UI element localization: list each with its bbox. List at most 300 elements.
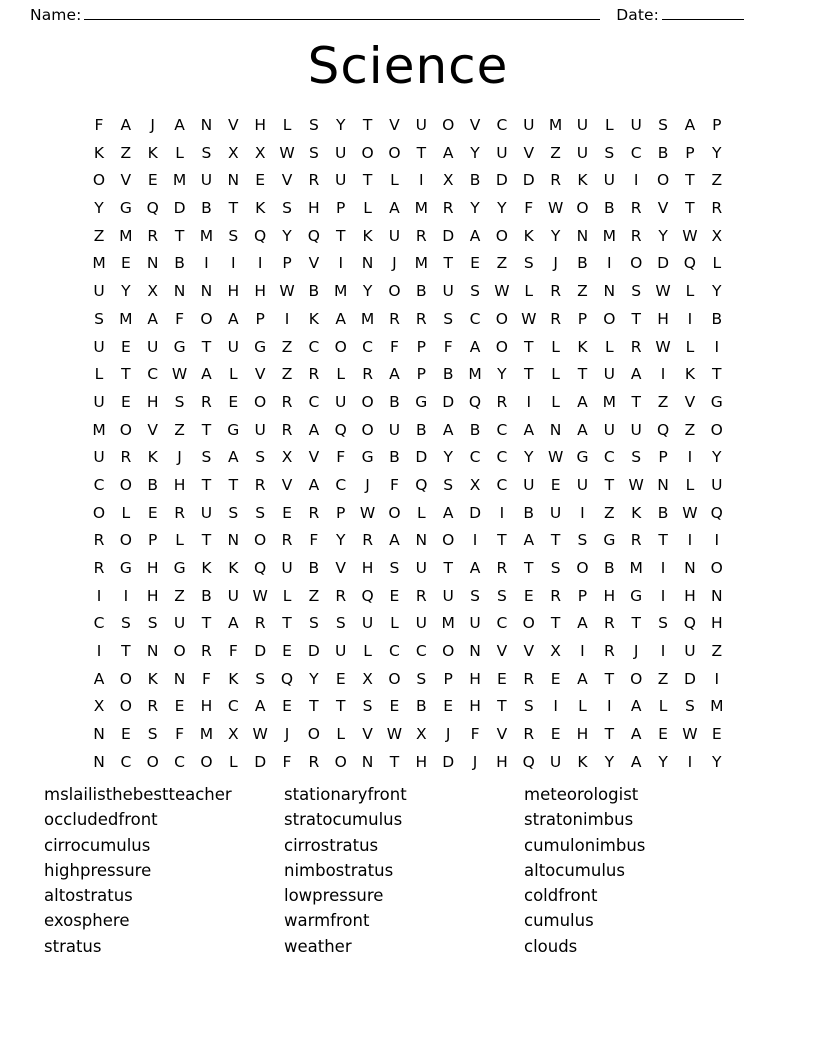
grid-letter[interactable]: O bbox=[119, 531, 132, 550]
grid-letter[interactable]: U bbox=[523, 116, 535, 134]
grid-letter[interactable]: R bbox=[147, 226, 159, 245]
grid-letter[interactable]: U bbox=[603, 420, 615, 439]
grid-letter[interactable]: A bbox=[577, 669, 588, 688]
grid-letter[interactable]: M bbox=[548, 116, 563, 134]
grid-letter[interactable]: T bbox=[685, 199, 695, 218]
grid-letter[interactable]: A bbox=[201, 365, 212, 384]
grid-letter[interactable]: L bbox=[578, 697, 587, 716]
grid-letter[interactable]: Q bbox=[415, 475, 428, 494]
grid-letter[interactable]: S bbox=[631, 282, 642, 301]
grid-letter[interactable]: K bbox=[577, 752, 588, 771]
grid-letter[interactable]: B bbox=[657, 503, 669, 522]
grid-letter[interactable]: M bbox=[334, 282, 348, 301]
grid-letter[interactable]: L bbox=[605, 116, 614, 134]
grid-letter[interactable]: S bbox=[658, 116, 668, 134]
grid-letter[interactable]: I bbox=[257, 254, 263, 273]
grid-letter[interactable]: I bbox=[633, 171, 639, 190]
grid-letter[interactable]: A bbox=[630, 725, 642, 744]
grid-letter[interactable]: F bbox=[228, 642, 238, 661]
grid-letter[interactable]: J bbox=[177, 448, 182, 467]
grid-letter[interactable]: Q bbox=[361, 586, 374, 605]
word-list-item[interactable]: coldfront bbox=[524, 886, 598, 906]
grid-letter[interactable]: H bbox=[415, 752, 428, 771]
grid-letter[interactable]: R bbox=[496, 559, 508, 577]
grid-letter[interactable]: R bbox=[630, 531, 642, 550]
grid-letter[interactable]: A bbox=[389, 199, 400, 218]
grid-letter[interactable]: F bbox=[309, 531, 319, 550]
grid-letter[interactable]: D bbox=[173, 199, 186, 218]
grid-letter[interactable]: R bbox=[201, 392, 212, 411]
grid-letter[interactable]: Y bbox=[712, 448, 722, 467]
grid-letter[interactable]: O bbox=[146, 752, 159, 771]
grid-letter[interactable]: V bbox=[496, 642, 508, 661]
grid-letter[interactable]: U bbox=[576, 143, 589, 162]
grid-letter[interactable]: I bbox=[714, 531, 720, 550]
grid-letter[interactable]: N bbox=[173, 669, 186, 688]
grid-letter[interactable]: S bbox=[389, 559, 400, 577]
grid-letter[interactable]: T bbox=[201, 337, 212, 356]
grid-letter[interactable]: M bbox=[119, 226, 133, 245]
grid-letter[interactable]: R bbox=[93, 559, 105, 577]
grid-letter[interactable]: C bbox=[496, 614, 508, 633]
grid-letter[interactable]: S bbox=[147, 725, 158, 744]
grid-letter[interactable]: B bbox=[415, 697, 427, 716]
grid-letter[interactable]: N bbox=[93, 752, 105, 771]
grid-letter[interactable]: B bbox=[469, 171, 481, 190]
grid-letter[interactable]: T bbox=[201, 420, 212, 439]
grid-letter[interactable]: B bbox=[657, 143, 669, 162]
grid-letter[interactable]: P bbox=[336, 503, 346, 522]
grid-letter[interactable]: V bbox=[362, 725, 373, 744]
grid-letter[interactable]: R bbox=[496, 392, 508, 411]
grid-letter[interactable]: B bbox=[442, 365, 454, 384]
grid-letter[interactable]: L bbox=[551, 392, 560, 411]
grid-letter[interactable]: R bbox=[711, 199, 723, 218]
grid-letter[interactable]: F bbox=[443, 337, 453, 356]
word-list-item[interactable]: occludedfront bbox=[44, 810, 158, 830]
grid-letter[interactable]: C bbox=[308, 337, 320, 356]
grid-letter[interactable]: O bbox=[92, 503, 106, 522]
grid-letter[interactable]: T bbox=[228, 475, 239, 494]
grid-letter[interactable]: B bbox=[415, 282, 427, 301]
grid-letter[interactable]: U bbox=[415, 559, 427, 577]
grid-letter[interactable]: G bbox=[415, 392, 428, 411]
grid-letter[interactable]: Z bbox=[550, 143, 561, 162]
grid-letter[interactable]: H bbox=[469, 697, 481, 716]
grid-letter[interactable]: U bbox=[200, 503, 213, 522]
grid-letter[interactable]: L bbox=[175, 143, 184, 162]
grid-letter[interactable]: G bbox=[119, 559, 132, 577]
grid-letter[interactable]: T bbox=[362, 116, 373, 134]
grid-letter[interactable]: Z bbox=[93, 226, 105, 245]
grid-letter[interactable]: U bbox=[415, 614, 427, 633]
grid-letter[interactable]: L bbox=[551, 365, 560, 384]
grid-letter[interactable]: L bbox=[121, 503, 131, 522]
grid-letter[interactable]: Y bbox=[443, 448, 453, 467]
grid-letter[interactable]: I bbox=[660, 586, 666, 605]
grid-letter[interactable]: X bbox=[469, 475, 481, 494]
grid-letter[interactable]: E bbox=[282, 697, 292, 716]
grid-letter[interactable]: O bbox=[576, 559, 589, 577]
grid-letter[interactable]: L bbox=[363, 199, 372, 218]
grid-letter[interactable]: J bbox=[150, 116, 155, 134]
grid-letter[interactable]: E bbox=[550, 669, 561, 688]
grid-letter[interactable]: W bbox=[279, 282, 295, 301]
grid-letter[interactable]: S bbox=[604, 143, 615, 162]
grid-letter[interactable]: A bbox=[308, 420, 320, 439]
grid-letter[interactable]: O bbox=[630, 669, 643, 688]
grid-letter[interactable]: D bbox=[657, 254, 670, 273]
grid-letter[interactable]: P bbox=[577, 586, 588, 605]
grid-letter[interactable]: T bbox=[497, 697, 507, 716]
grid-letter[interactable]: S bbox=[201, 448, 212, 467]
grid-letter[interactable]: Y bbox=[658, 226, 668, 245]
grid-letter[interactable]: F bbox=[336, 448, 346, 467]
grid-letter[interactable]: J bbox=[392, 254, 397, 273]
grid-letter[interactable]: Q bbox=[254, 559, 267, 577]
grid-letter[interactable]: A bbox=[93, 669, 105, 688]
grid-letter[interactable]: P bbox=[577, 309, 588, 328]
grid-letter[interactable]: H bbox=[361, 559, 374, 577]
grid-letter[interactable]: A bbox=[335, 309, 347, 328]
grid-letter[interactable]: E bbox=[120, 337, 131, 356]
grid-letter[interactable]: N bbox=[710, 586, 723, 605]
grid-letter[interactable]: R bbox=[335, 586, 347, 605]
word-list-item[interactable]: cirrostratus bbox=[284, 835, 379, 855]
grid-letter[interactable]: Q bbox=[254, 226, 267, 245]
grid-letter[interactable]: M bbox=[602, 392, 617, 411]
grid-letter[interactable]: Z bbox=[174, 420, 185, 439]
grid-letter[interactable]: A bbox=[469, 226, 481, 245]
grid-letter[interactable]: D bbox=[495, 171, 508, 190]
grid-letter[interactable]: A bbox=[442, 143, 454, 162]
grid-letter[interactable]: O bbox=[656, 171, 670, 190]
grid-letter[interactable]: S bbox=[147, 614, 158, 633]
word-list-item[interactable]: weather bbox=[284, 936, 352, 956]
grid-letter[interactable]: R bbox=[362, 531, 373, 550]
grid-letter[interactable]: B bbox=[469, 420, 481, 439]
grid-letter[interactable]: Q bbox=[307, 226, 320, 245]
grid-letter[interactable]: G bbox=[119, 199, 132, 218]
grid-letter[interactable]: U bbox=[496, 143, 508, 162]
grid-letter[interactable]: P bbox=[658, 448, 668, 467]
grid-letter[interactable]: O bbox=[119, 420, 132, 439]
grid-letter[interactable]: Q bbox=[683, 614, 696, 633]
grid-letter[interactable]: D bbox=[522, 171, 535, 190]
grid-letter[interactable]: D bbox=[683, 669, 696, 688]
grid-letter[interactable]: A bbox=[523, 420, 535, 439]
grid-letter[interactable]: A bbox=[577, 614, 588, 633]
grid-letter[interactable]: U bbox=[630, 420, 642, 439]
grid-letter[interactable]: Y bbox=[550, 226, 561, 245]
grid-letter[interactable]: Z bbox=[281, 365, 293, 384]
grid-letter[interactable]: Y bbox=[470, 199, 480, 218]
grid-letter[interactable]: Q bbox=[710, 503, 723, 522]
grid-letter[interactable]: L bbox=[175, 531, 184, 550]
grid-letter[interactable]: L bbox=[685, 475, 695, 494]
grid-letter[interactable]: O bbox=[388, 669, 401, 688]
grid-letter[interactable]: C bbox=[603, 448, 615, 467]
grid-letter[interactable]: V bbox=[684, 392, 696, 411]
grid-letter[interactable]: O bbox=[334, 752, 347, 771]
grid-letter[interactable]: W bbox=[547, 448, 564, 467]
grid-letter[interactable]: U bbox=[549, 503, 562, 522]
grid-letter[interactable]: I bbox=[714, 337, 720, 356]
word-list-item[interactable]: stationaryfront bbox=[284, 785, 407, 804]
grid-letter[interactable]: A bbox=[389, 531, 400, 550]
grid-letter[interactable]: A bbox=[254, 697, 266, 716]
grid-letter[interactable]: W bbox=[655, 282, 671, 301]
grid-letter[interactable]: Y bbox=[336, 531, 346, 550]
grid-letter[interactable]: P bbox=[416, 337, 426, 356]
grid-letter[interactable]: L bbox=[390, 614, 399, 633]
grid-letter[interactable]: D bbox=[442, 226, 455, 245]
grid-letter[interactable]: V bbox=[657, 199, 669, 218]
grid-letter[interactable]: S bbox=[255, 503, 266, 522]
grid-letter[interactable]: N bbox=[549, 420, 562, 439]
grid-letter[interactable]: I bbox=[687, 309, 693, 328]
grid-letter[interactable]: O bbox=[254, 531, 267, 550]
grid-letter[interactable]: L bbox=[336, 365, 346, 384]
word-list-item[interactable]: cumulus bbox=[524, 911, 594, 931]
grid-letter[interactable]: U bbox=[549, 752, 562, 771]
grid-letter[interactable]: B bbox=[201, 199, 212, 218]
word-list-item[interactable]: mslailisthebestteacher bbox=[44, 785, 232, 804]
grid-letter[interactable]: T bbox=[524, 365, 534, 384]
grid-letter[interactable]: C bbox=[496, 448, 508, 467]
grid-letter[interactable]: B bbox=[604, 559, 615, 577]
grid-letter[interactable]: A bbox=[577, 392, 588, 411]
grid-letter[interactable]: B bbox=[577, 254, 588, 273]
grid-letter[interactable]: O bbox=[388, 143, 401, 162]
grid-letter[interactable]: B bbox=[523, 503, 535, 522]
grid-letter[interactable]: Z bbox=[577, 282, 588, 301]
grid-letter[interactable]: I bbox=[419, 171, 424, 190]
grid-letter[interactable]: V bbox=[254, 365, 266, 384]
grid-letter[interactable]: O bbox=[200, 309, 213, 328]
grid-letter[interactable]: T bbox=[631, 309, 641, 328]
grid-letter[interactable]: R bbox=[281, 392, 293, 411]
grid-letter[interactable]: S bbox=[631, 448, 642, 467]
grid-letter[interactable]: V bbox=[147, 420, 159, 439]
grid-letter[interactable]: I bbox=[580, 503, 585, 522]
grid-letter[interactable]: J bbox=[445, 725, 451, 744]
word-list-item[interactable]: lowpressure bbox=[284, 886, 384, 906]
grid-letter[interactable]: I bbox=[472, 531, 478, 550]
grid-letter[interactable]: D bbox=[415, 448, 428, 467]
grid-letter[interactable]: R bbox=[415, 586, 427, 605]
grid-letter[interactable]: N bbox=[146, 254, 159, 273]
grid-letter[interactable]: A bbox=[630, 697, 642, 716]
grid-letter[interactable]: N bbox=[603, 282, 616, 301]
grid-letter[interactable]: Q bbox=[522, 752, 535, 771]
grid-letter[interactable]: T bbox=[577, 365, 588, 384]
grid-letter[interactable]: X bbox=[281, 448, 293, 467]
grid-letter[interactable]: D bbox=[307, 642, 320, 661]
grid-letter[interactable]: H bbox=[657, 309, 669, 328]
grid-letter[interactable]: X bbox=[227, 143, 239, 162]
grid-letter[interactable]: N bbox=[361, 752, 374, 771]
grid-letter[interactable]: S bbox=[523, 254, 534, 273]
grid-letter[interactable]: S bbox=[470, 586, 480, 605]
grid-letter[interactable]: S bbox=[228, 226, 239, 245]
grid-letter[interactable]: Y bbox=[470, 143, 480, 162]
grid-letter[interactable]: T bbox=[685, 171, 695, 190]
grid-letter[interactable]: C bbox=[469, 448, 481, 467]
grid-letter[interactable]: E bbox=[443, 697, 454, 716]
grid-letter[interactable]: N bbox=[415, 531, 428, 550]
grid-letter[interactable]: C bbox=[496, 475, 508, 494]
grid-letter[interactable]: H bbox=[469, 669, 481, 688]
word-list-item[interactable]: highpressure bbox=[44, 860, 152, 880]
grid-letter[interactable]: C bbox=[174, 752, 185, 771]
grid-letter[interactable]: M bbox=[360, 309, 375, 328]
grid-letter[interactable]: T bbox=[416, 143, 427, 162]
grid-letter[interactable]: L bbox=[658, 697, 668, 716]
grid-letter[interactable]: A bbox=[120, 116, 132, 134]
grid-letter[interactable]: T bbox=[389, 752, 400, 771]
grid-letter[interactable]: G bbox=[630, 586, 643, 605]
grid-letter[interactable]: R bbox=[362, 365, 373, 384]
grid-letter[interactable]: B bbox=[604, 199, 615, 218]
grid-letter[interactable]: U bbox=[469, 614, 481, 633]
grid-letter[interactable]: V bbox=[523, 143, 535, 162]
grid-letter[interactable]: V bbox=[496, 725, 508, 744]
grid-letter[interactable]: B bbox=[174, 254, 185, 273]
grid-letter[interactable]: E bbox=[496, 669, 507, 688]
grid-letter[interactable]: M bbox=[172, 171, 187, 190]
grid-letter[interactable]: P bbox=[685, 143, 695, 162]
grid-letter[interactable]: R bbox=[630, 226, 642, 245]
grid-letter[interactable]: I bbox=[499, 503, 505, 522]
grid-letter[interactable]: K bbox=[147, 669, 158, 688]
grid-letter[interactable]: I bbox=[687, 752, 693, 771]
grid-letter[interactable]: A bbox=[469, 337, 481, 356]
grid-letter[interactable]: S bbox=[443, 475, 454, 494]
grid-letter[interactable]: J bbox=[553, 254, 558, 273]
grid-letter[interactable]: L bbox=[94, 365, 104, 384]
grid-letter[interactable]: E bbox=[550, 725, 561, 744]
grid-letter[interactable]: L bbox=[228, 365, 238, 384]
grid-letter[interactable]: S bbox=[94, 309, 104, 328]
grid-letter[interactable]: G bbox=[361, 448, 374, 467]
grid-letter[interactable]: R bbox=[630, 199, 642, 218]
grid-letter[interactable]: T bbox=[201, 475, 212, 494]
grid-letter[interactable]: S bbox=[658, 614, 668, 633]
grid-letter[interactable]: V bbox=[308, 448, 320, 467]
grid-letter[interactable]: S bbox=[308, 143, 319, 162]
grid-letter[interactable]: O bbox=[361, 420, 374, 439]
grid-letter[interactable]: E bbox=[120, 254, 131, 273]
grid-letter[interactable]: Q bbox=[146, 199, 159, 218]
grid-letter[interactable]: T bbox=[631, 614, 641, 633]
grid-letter[interactable]: A bbox=[523, 531, 535, 550]
grid-letter[interactable]: O bbox=[442, 642, 455, 661]
grid-letter[interactable]: T bbox=[712, 365, 722, 384]
grid-letter[interactable]: K bbox=[201, 559, 212, 577]
grid-letter[interactable]: I bbox=[687, 531, 693, 550]
grid-letter[interactable]: R bbox=[442, 199, 454, 218]
grid-letter[interactable]: X bbox=[147, 282, 159, 301]
grid-letter[interactable]: T bbox=[174, 226, 185, 245]
grid-letter[interactable]: T bbox=[524, 337, 534, 356]
grid-letter[interactable]: S bbox=[523, 697, 534, 716]
grid-letter[interactable]: R bbox=[120, 448, 132, 467]
grid-letter[interactable]: U bbox=[388, 226, 401, 245]
grid-letter[interactable]: G bbox=[254, 337, 267, 356]
word-list-item[interactable]: stratus bbox=[44, 936, 102, 956]
grid-letter[interactable]: Y bbox=[497, 199, 507, 218]
grid-letter[interactable]: U bbox=[147, 337, 159, 356]
grid-letter[interactable]: W bbox=[494, 282, 510, 301]
grid-letter[interactable]: O bbox=[200, 752, 213, 771]
grid-letter[interactable]: R bbox=[281, 531, 293, 550]
grid-letter[interactable]: H bbox=[146, 586, 159, 605]
date-write-in-line[interactable] bbox=[662, 6, 744, 20]
grid-letter[interactable]: W bbox=[682, 725, 698, 744]
grid-letter[interactable]: W bbox=[521, 309, 537, 328]
grid-letter[interactable]: W bbox=[628, 475, 644, 494]
grid-letter[interactable]: O bbox=[307, 725, 320, 744]
grid-letter[interactable]: A bbox=[147, 309, 159, 328]
grid-letter[interactable]: P bbox=[336, 199, 346, 218]
grid-letter[interactable]: H bbox=[603, 586, 616, 605]
grid-letter[interactable]: V bbox=[308, 254, 320, 273]
grid-letter[interactable]: Q bbox=[683, 254, 696, 273]
grid-letter[interactable]: X bbox=[93, 697, 105, 716]
grid-letter[interactable]: U bbox=[335, 642, 347, 661]
grid-letter[interactable]: Z bbox=[120, 143, 132, 162]
grid-letter[interactable]: M bbox=[629, 559, 643, 577]
grid-letter[interactable]: L bbox=[282, 116, 292, 134]
grid-letter[interactable]: E bbox=[389, 697, 400, 716]
grid-letter[interactable]: O bbox=[442, 531, 455, 550]
grid-letter[interactable]: N bbox=[657, 475, 669, 494]
grid-letter[interactable]: W bbox=[359, 503, 376, 522]
grid-letter[interactable]: F bbox=[389, 337, 399, 356]
grid-letter[interactable]: R bbox=[550, 309, 561, 328]
grid-letter[interactable]: R bbox=[603, 642, 615, 661]
grid-letter[interactable]: M bbox=[710, 697, 724, 716]
grid-letter[interactable]: T bbox=[497, 531, 507, 550]
grid-letter[interactable]: U bbox=[93, 448, 105, 467]
grid-letter[interactable]: O bbox=[119, 669, 132, 688]
grid-letter[interactable]: Q bbox=[334, 420, 347, 439]
grid-letter[interactable]: C bbox=[469, 309, 481, 328]
grid-letter[interactable]: U bbox=[335, 171, 347, 190]
grid-letter[interactable]: R bbox=[523, 725, 535, 744]
grid-letter[interactable]: I bbox=[660, 365, 666, 384]
grid-letter[interactable]: I bbox=[123, 586, 129, 605]
grid-letter[interactable]: L bbox=[416, 503, 426, 522]
grid-letter[interactable]: Z bbox=[281, 337, 293, 356]
grid-letter[interactable]: C bbox=[147, 365, 159, 384]
grid-letter[interactable]: X bbox=[442, 171, 454, 190]
grid-letter[interactable]: I bbox=[204, 254, 209, 273]
grid-letter[interactable]: E bbox=[228, 392, 239, 411]
grid-letter[interactable]: Y bbox=[712, 143, 722, 162]
grid-letter[interactable]: O bbox=[710, 559, 723, 577]
grid-letter[interactable]: P bbox=[148, 531, 158, 550]
grid-letter[interactable]: O bbox=[630, 254, 643, 273]
grid-letter[interactable]: M bbox=[119, 309, 133, 328]
grid-letter[interactable]: U bbox=[93, 282, 105, 301]
grid-letter[interactable]: S bbox=[282, 199, 292, 218]
grid-letter[interactable]: F bbox=[94, 116, 104, 134]
grid-letter[interactable]: E bbox=[658, 725, 668, 744]
grid-letter[interactable]: T bbox=[631, 392, 641, 411]
grid-letter[interactable]: U bbox=[335, 392, 347, 411]
